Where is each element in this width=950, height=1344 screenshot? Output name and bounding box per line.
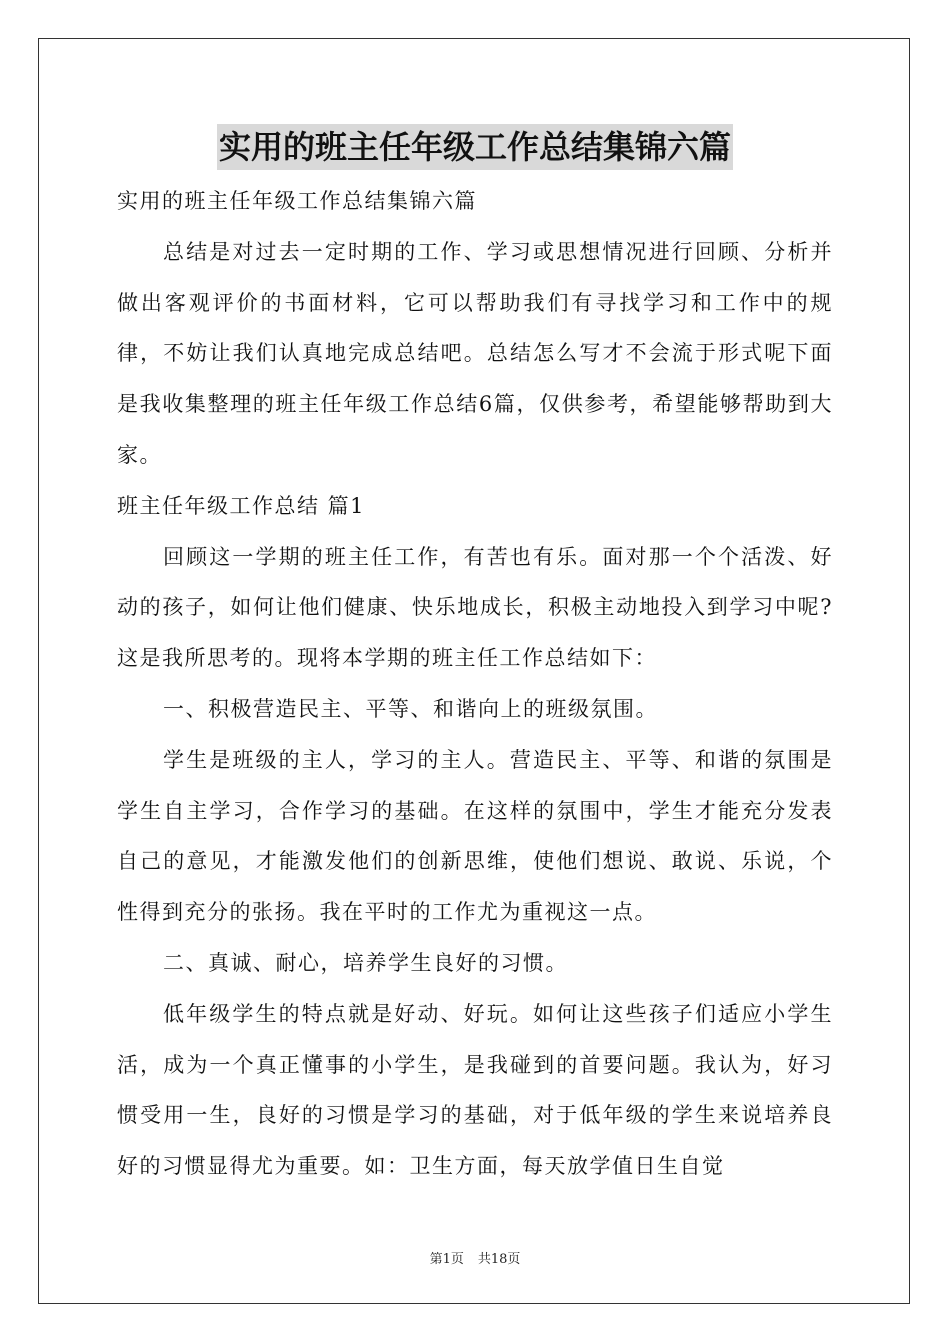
document-title: 实用的班主任年级工作总结集锦六篇	[217, 124, 733, 170]
paragraph: 学生是班级的主人，学习的主人。营造民主、平等、和谐的氛围是学生自主学习，合作学习的基础。在这样的氛围中，学生才能充分发表自己的意见，才能激发他们的创新思维，使他们想说、敢说、乐说，个性得到充分的张扬。我在平时的工作尤为重视这一点。	[117, 747, 833, 925]
document-body	[117, 176, 833, 1192]
paragraph: 低年级学生的特点就是好动、好玩。如何让这些孩子们适应小学生活，成为一个真正懂事的小学生，是我碰到的首要问题。我认为，好习惯受用一生，良好的习惯是学习的基础，对于低年级的学生来说培养良好的习惯显得尤为重要。如：卫生方面，每天放学值日生自觉	[117, 1001, 833, 1179]
paragraph: 回顾这一学期的班主任工作，有苦也有乐。面对那一个个活泼、好动的孩子，如何让他们健康、快乐地成长，积极主动地投入到学习中呢?这是我所思考的。现将本学期的班主任工作总结如下：	[117, 544, 833, 671]
subsection-heading: 一、积极营造民主、平等、和谐向上的班级氛围。	[163, 696, 658, 721]
page-total: 共18页	[477, 1252, 521, 1267]
paragraph: 实用的班主任年级工作总结集锦六篇	[117, 189, 477, 213]
paragraph: 总结是对过去一定时期的工作、学习或思想情况进行回顾、分析并做出客观评价的书面材料，它可以帮助我们有寻找学习和工作中的规律，不妨让我们认真地完成总结吧。总结怎么写才不会流于形式呢下面是我收集整理的班主任年级工作总结6篇，仅供参考，希望能够帮助到大家。	[117, 239, 833, 467]
page-footer	[0, 1248, 950, 1267]
subsection-heading: 二、真诚、耐心，培养学生良好的习惯。	[163, 950, 568, 975]
title-container	[0, 124, 950, 170]
section-heading: 班主任年级工作总结 篇1	[117, 493, 366, 518]
page-number: 第1页	[429, 1252, 464, 1267]
